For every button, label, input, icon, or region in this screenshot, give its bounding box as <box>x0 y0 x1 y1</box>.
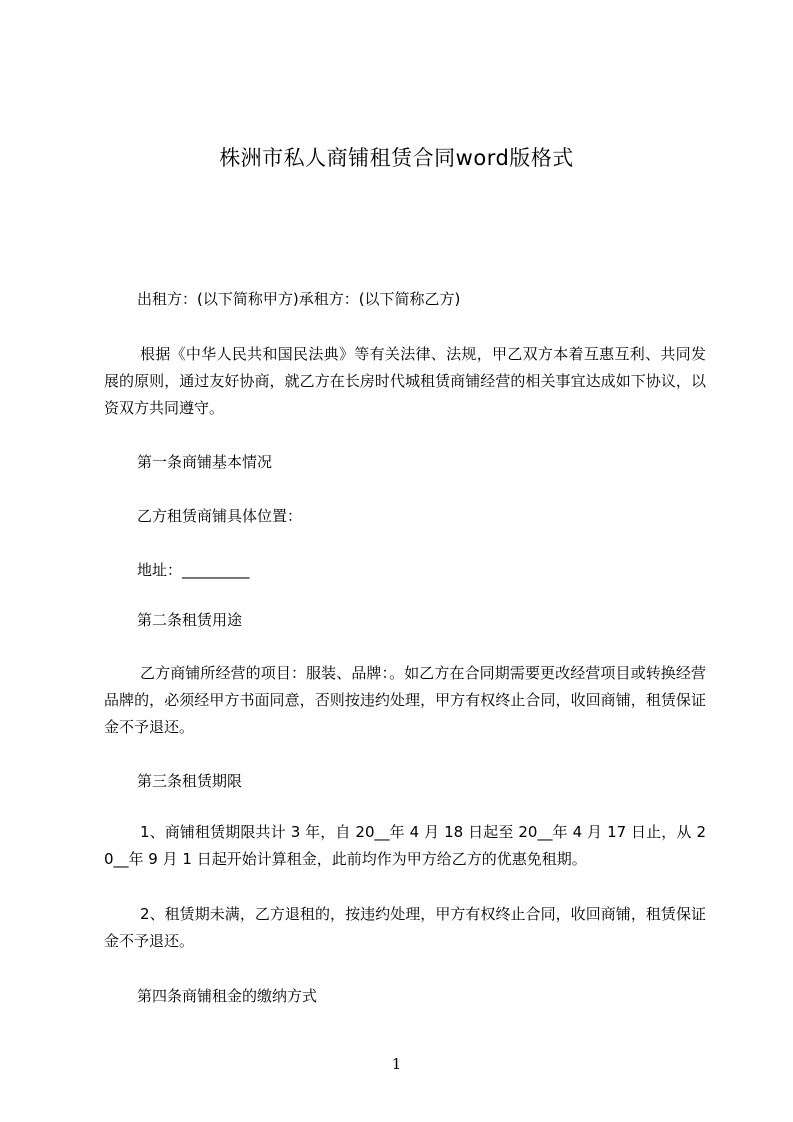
document-title: 株洲市私人商铺租赁合同word版格式 <box>219 146 574 170</box>
usage-paragraph: 乙方商铺所经营的项目：服装、品牌：。如乙方在合同期需要更改经营项目或转换经营品牌的，必须经甲方书面同意，否则按违约处理，甲方有权终止合同，收回商铺，租赁保证金不予退还。 <box>104 664 706 736</box>
parties-paragraph: 出租方：(以下简称甲方)承租方：(以下简称乙方) <box>137 290 461 308</box>
term-paragraph-2: 2、租赁期未满，乙方退租的，按违约处理，甲方有权终止合同，收回商铺，租赁保证金不予退还。 <box>104 905 706 950</box>
term-paragraph-1: 1、商铺租赁期限共计 3 年，自 20__年 4 月 18 日起至 20__年 4 月 17 日止，从 20__年 9 月 1 日起开始计算租金，此前均作为甲方给乙方的优惠免租期。 <box>104 823 706 868</box>
article-2-heading: 第二条租赁用途 <box>137 611 243 629</box>
article-4-heading: 第四条商铺租金的缴纳方式 <box>137 987 318 1005</box>
article-3-heading: 第三条租赁期限 <box>137 772 243 790</box>
shop-location-paragraph: 乙方租赁商铺具体位置： <box>137 507 303 525</box>
address-paragraph: 地址：_________ <box>137 561 250 579</box>
article-1-heading: 第一条商铺基本情况 <box>137 453 273 471</box>
preamble-paragraph: 根据《中华人民共和国民法典》等有关法律、法规，甲乙双方本着互惠互利、共同发展的原则，通过友好协商，就乙方在长房时代城租赁商铺经营的相关事宜达成如下协议，以资双方共同遵守。 <box>104 345 706 417</box>
page-number: 1 <box>391 1055 402 1073</box>
